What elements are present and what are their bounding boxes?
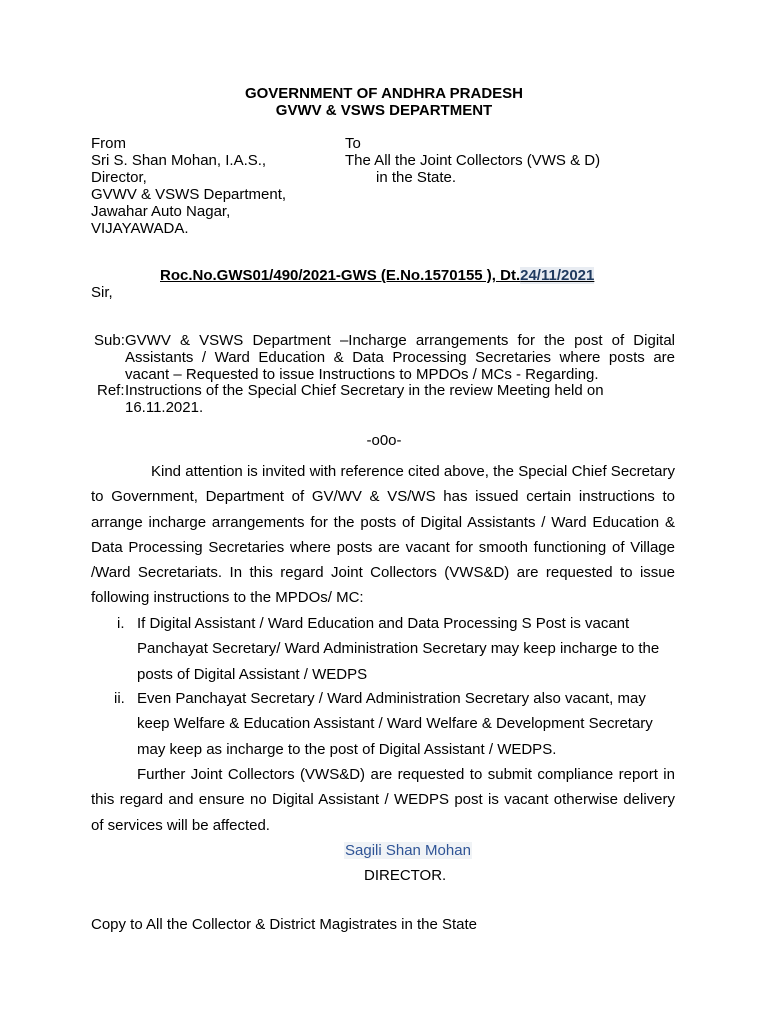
list-item-number: i. bbox=[117, 615, 125, 632]
signature-designation: DIRECTOR. bbox=[364, 867, 447, 884]
ref-line: Instructions of the Special Chief Secretary in the review Meeting held on bbox=[125, 382, 604, 399]
list-item-number: ii. bbox=[114, 690, 125, 707]
to-line: The All the Joint Collectors (VWS & D) bbox=[345, 152, 601, 169]
copy-to: Copy to All the Collector & District Magistrates in the State bbox=[91, 916, 477, 933]
subject-label: Sub: bbox=[94, 332, 125, 349]
from-line: Sri S. Shan Mohan, I.A.S., bbox=[91, 152, 267, 169]
subject-text: GVWV & VSWS Department –Incharge arrangements for the post of Digital Assistants / Ward Education & Data Processing Secretaries where posts are vacant – Requested to issue Instructions to MPDOs / MCs - Regarding. bbox=[125, 332, 675, 383]
separator: -o0o- bbox=[366, 432, 402, 449]
to-line: in the State. bbox=[376, 169, 457, 186]
signature-name-text: Sagili Shan Mohan bbox=[345, 842, 471, 859]
list-item-text: If Digital Assistant / Ward Education and Data Processing S Post is vacant Panchayat Secretary/ Ward Administration Secretary may keep incharge to the posts of Digital Assistant / WEDPS bbox=[137, 615, 660, 683]
ref-label: Ref: bbox=[97, 382, 125, 399]
body-paragraph-text: Kind attention is invited with reference cited above, the Special Chief Secretary to Government, Department of GV/WV & VS/WS has issued certain instructions to arrange incharge arrangements for the posts of Digital Assistants / Ward Education & Data Processing Secretaries where posts are vacant for smooth functioning of Village /Ward Secretariats. In this regard Joint Collectors (VWS&D) are requested to issue following instructions to the MPDOs/ MC: bbox=[91, 463, 675, 607]
body-paragraph bbox=[91, 459, 675, 611]
header-government: GOVERNMENT OF ANDHRA PRADESH bbox=[244, 85, 524, 102]
from-line: Director, bbox=[91, 169, 147, 186]
from-line: VIJAYAWADA. bbox=[91, 220, 189, 237]
roc-number bbox=[160, 267, 594, 284]
from-line: Jawahar Auto Nagar, bbox=[91, 203, 231, 220]
header-department: GVWV & VSWS DEPARTMENT bbox=[275, 102, 493, 119]
list-item-text: Even Panchayat Secretary / Ward Administration Secretary also vacant, may keep Welfare & Education Assistant / Ward Welfare & Development Secretary may keep as incharge to the post of Digital Assistant / WEDPS. bbox=[137, 690, 653, 758]
from-label: From bbox=[91, 135, 126, 152]
body-paragraph bbox=[91, 762, 675, 838]
roc-prefix: Roc.No.GWS01/490/2021-GWS (E.No.1570155 ), Dt. bbox=[160, 267, 521, 284]
salutation: Sir, bbox=[91, 284, 113, 301]
to-label: To bbox=[345, 135, 361, 152]
roc-date: 24/11/2021 bbox=[520, 267, 595, 284]
ref-line: 16.11.2021. bbox=[125, 399, 204, 416]
signature-name bbox=[344, 842, 472, 859]
body-paragraph-text: Further Joint Collectors (VWS&D) are requested to submit compliance report in this regard and ensure no Digital Assistant / WEDPS post is vacant otherwise delivery of services will be affected. bbox=[91, 766, 675, 834]
from-line: GVWV & VSWS Department, bbox=[91, 186, 287, 203]
